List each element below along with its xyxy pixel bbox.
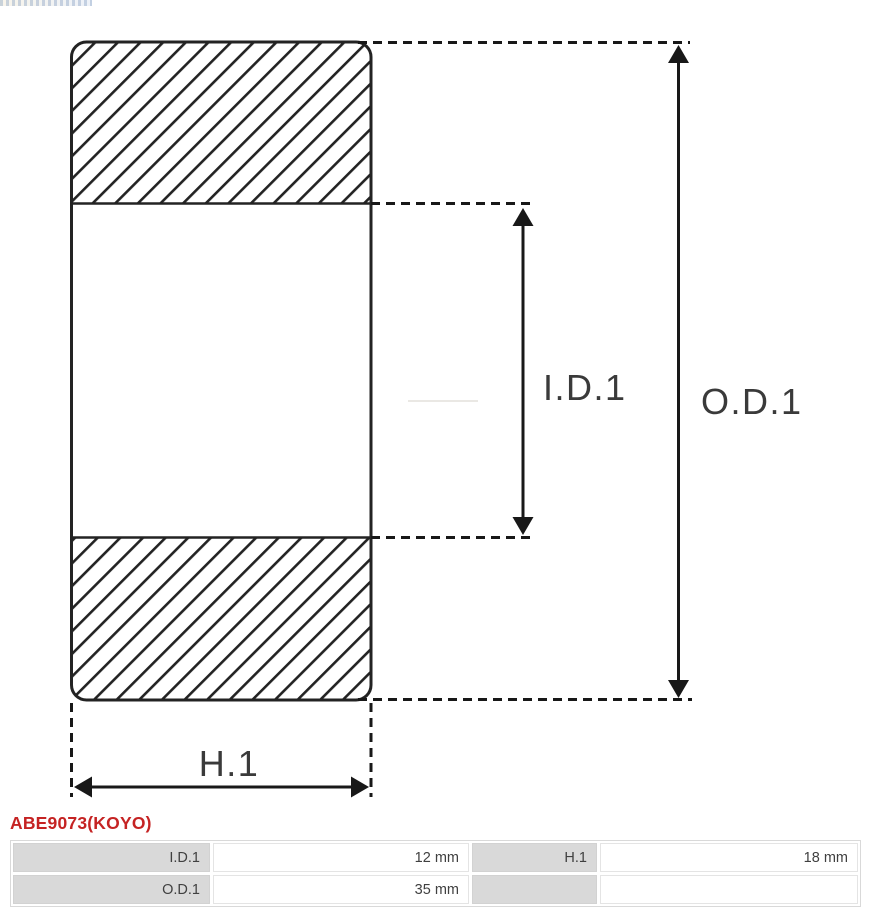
spec-table (10, 840, 861, 907)
part-number-link[interactable]: ABE9073(KOYO) (10, 813, 152, 833)
spec-value-od1: 35 mm (213, 875, 469, 904)
spec-label-empty (472, 875, 597, 904)
outer-race-bottom-hatch (71, 537, 372, 701)
arrowhead-up-icon (513, 208, 534, 226)
spec-label-id1: I.D.1 (13, 843, 210, 872)
id1-dimension (513, 208, 627, 535)
h1-dimension (74, 743, 369, 798)
spec-value-id1: 12 mm (213, 843, 469, 872)
bearing-cross-section (71, 41, 478, 701)
arrowhead-left-icon (74, 777, 92, 798)
od1-label: O.D.1 (701, 381, 803, 422)
outer-race-top-hatch (71, 41, 372, 204)
id1-label: I.D.1 (543, 367, 627, 408)
spec-label-h1: H.1 (472, 843, 597, 872)
spec-value-h1: 18 mm (600, 843, 858, 872)
od1-dimension (668, 45, 803, 698)
spec-value-empty (600, 875, 858, 904)
arrowhead-down-icon (668, 680, 689, 698)
spec-label-od1: O.D.1 (13, 875, 210, 904)
arrowhead-down-icon (513, 517, 534, 535)
arrowhead-right-icon (351, 777, 369, 798)
arrowhead-up-icon (668, 45, 689, 63)
h1-label: H.1 (198, 743, 260, 784)
